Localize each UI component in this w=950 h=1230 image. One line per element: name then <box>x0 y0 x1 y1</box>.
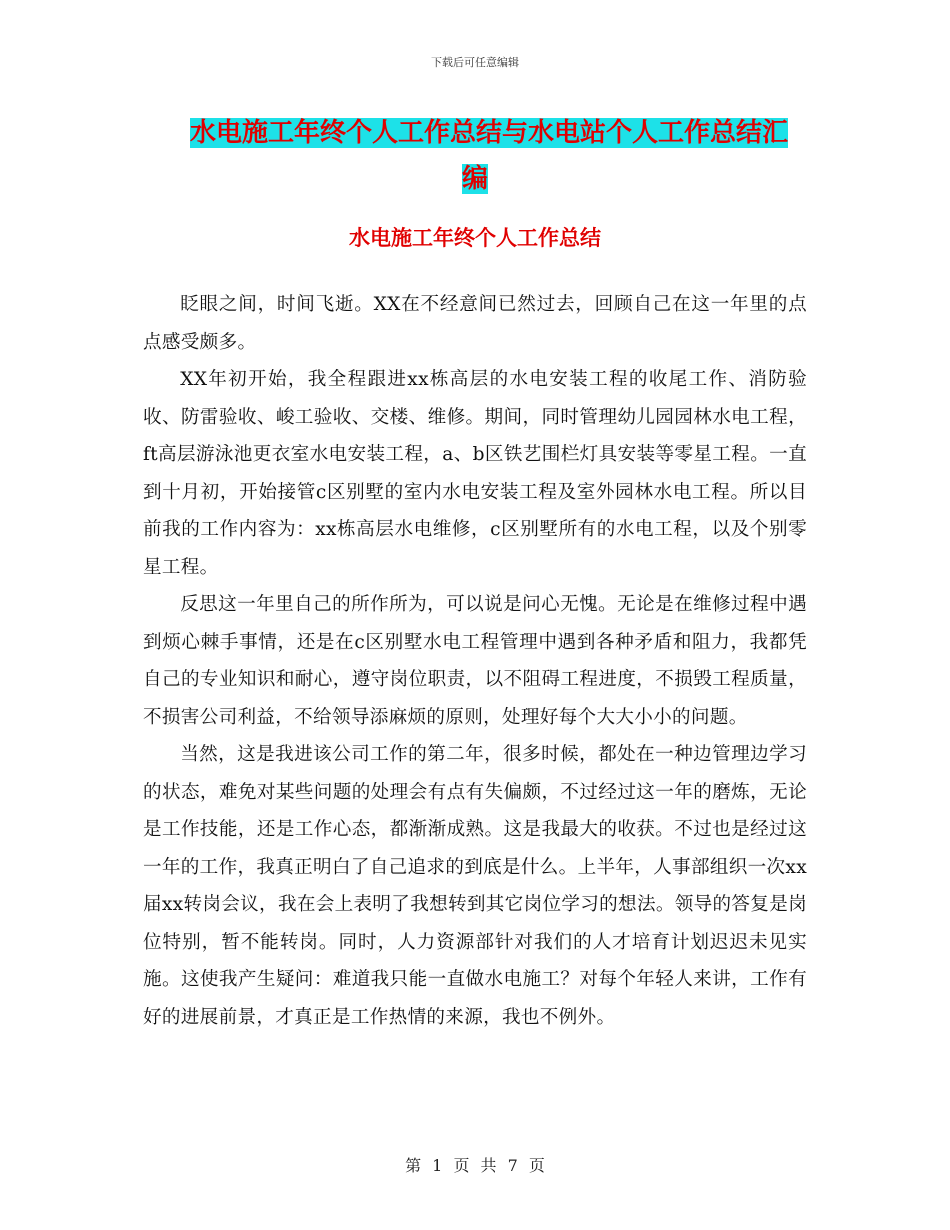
section-title: 水电施工年终个人工作总结 <box>349 226 601 250</box>
page-header-note: 下载后可任意编辑 <box>431 56 519 69</box>
document-title <box>190 110 810 202</box>
document-title-line-2: 编 <box>461 164 488 194</box>
paragraph: 当然，这是我进该公司工作的第二年，很多时候，都处在一种边管理边学习的状态，难免对某些问题的处理会有点有失偏颇，不过经过这一年的磨炼，无论是工作技能，还是工作心态，都渐渐成熟。这是我最大的收获。不过也是经过这一年的工作，我真正明白了自己追求的到底是什么。上半年，人事部组织一次xx届xx转岗会议，我在会上表明了我想转到其它岗位学习的想法。领导的答复是岗位特别，暂不能转岗。同时，人力资源部针对我们的人才培育计划迟迟未见实施。这使我产生疑问：难道我只能一直做水电施工？对每个年轻人来讲，工作有好的进展前景，才真正是工作热情的来源，我也不例外。 <box>143 744 807 1028</box>
document-title-line-1: 水电施工年终个人工作总结与水电站个人工作总结汇 <box>190 118 789 148</box>
page-number-footer: 第 1 页 共 7 页 <box>405 1156 545 1175</box>
paragraph: 反思这一年里自己的所作所为，可以说是问心无愧。无论是在维修过程中遇到烦心棘手事情，还是在c区别墅水电工程管理中遇到各种矛盾和阻力，我都凭自己的专业知识和耐心，遵守岗位职责，以不阻碍工程进度，不损毁工程质量，不损害公司利益，不给领导添麻烦的原则，处理好每个大大小小的问题。 <box>143 594 807 728</box>
document-body <box>143 286 807 1036</box>
paragraph: 眨眼之间，时间飞逝。XX在不经意间已然过去，回顾自己在这一年里的点点感受颇多。 <box>143 294 807 353</box>
paragraph: XX年初开始，我全程跟进xx栋高层的水电安装工程的收尾工作、消防验收、防雷验收、峻工验收、交楼、维修。期间，同时管理幼儿园园林水电工程，ft高层游泳池更衣室水电安装工程，a、b区铁艺围栏灯具安装等零星工程。一直到十月初，开始接管c区别墅的室内水电安装工程及室外园林水电工程。所以目前我的工作内容为：xx栋高层水电维修，c区别墅所有的水电工程，以及个别零星工程。 <box>143 369 807 578</box>
